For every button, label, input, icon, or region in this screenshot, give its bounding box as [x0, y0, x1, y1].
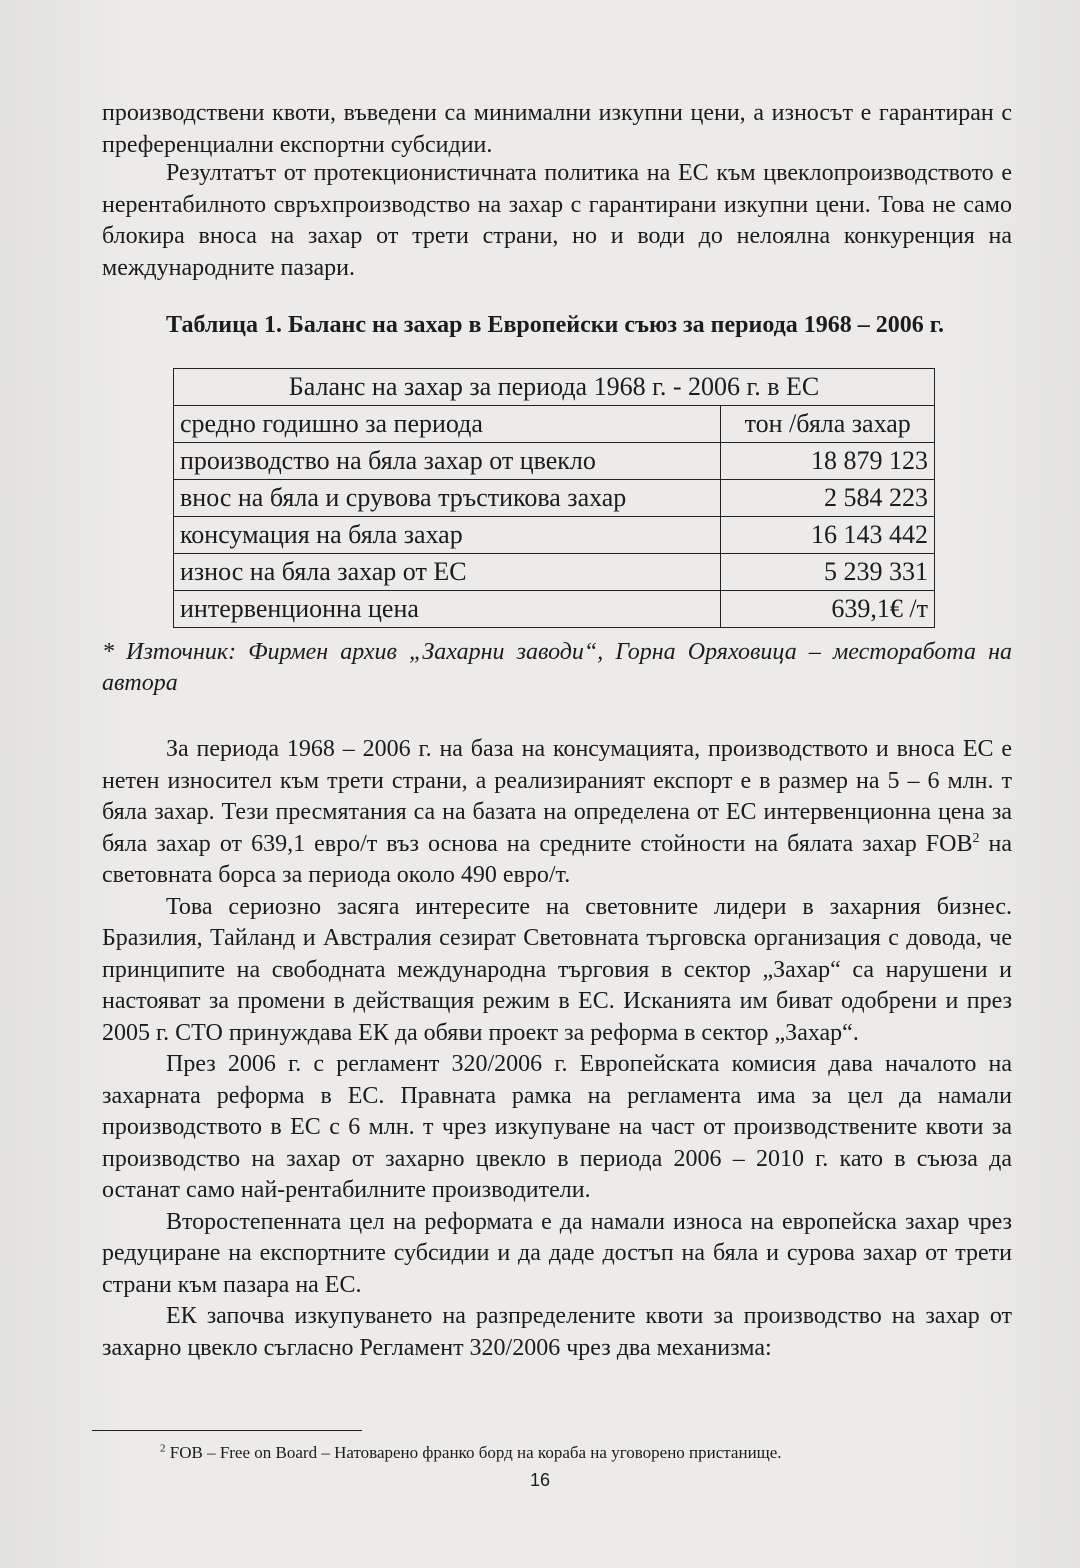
row-label: производство на бяла захар от цвекло	[174, 443, 721, 480]
column-label: средно годишно за периода	[174, 406, 721, 443]
paragraph-result	[102, 158, 1012, 284]
row-label: внос на бяла и срувова тръстикова захар	[174, 480, 721, 517]
table-header-row	[174, 369, 935, 406]
footnote	[160, 1443, 782, 1463]
table-header: Баланс на захар за периода 1968 г. - 2006 г. в ЕС	[174, 369, 935, 406]
paragraph-text: За периода 1968 – 2006 г. на база на консумацията, производството и вноса ЕС е нетен износител към трети страни, а реализираният експорт е в размер на 5 – 6 млн. т бяла захар. Тези пресмятания са на базата на определена от ЕС интервенционна цена за бяла захар от 639,1 евро/т въз основа на средните стойности на бялата захар FOB	[102, 736, 1012, 857]
row-value: 2 584 223	[721, 480, 935, 517]
paragraph-regulation: През 2006 г. с регламент 320/2006 г. Европейската комисия дава началото на захарната реформа в ЕС. Правната рамка на регламента има за цел да намали производството в ЕС с 6 млн. т чрез изкупуване на част от производствените квоти за производство на захар от захарно цвекло в периода 2006 – 2010 г. като в съюза да останат само най-рентабилните производители.	[102, 1051, 1012, 1203]
table-row	[174, 517, 935, 554]
footnote-text: FOB – Free on Board – Натоварено франко борд на кораба на уговорено пристанище.	[165, 1443, 782, 1462]
paragraph: Резултатът от протекционистичната политика на ЕС към цвеклопроизводството е нерентабилното свръхпроизводство на захар с гарантирани изкупни цени. Това не само блокира вноса на захар от трети страни, но и води до нелоялна конкуренция на международните пазари.	[102, 160, 1012, 281]
footnote-ref: 2	[972, 830, 980, 846]
paragraph-intro	[102, 98, 1012, 161]
table-row	[174, 443, 935, 480]
paragraph-text: на световната борса за периода около 490 евро/т.	[102, 830, 1012, 888]
row-label: износ на бяла захар от ЕС	[174, 554, 721, 591]
page-number: 16	[529, 1470, 551, 1490]
body-text	[102, 734, 1012, 1364]
table-caption: Таблица 1. Баланс на захар в Европейски съюз за периода 1968 – 2006 г.	[166, 312, 944, 338]
row-value: 16 143 442	[721, 517, 935, 554]
paragraph-secondary-goal: Второстепенната цел на реформата е да намали износа на европейска захар чрез редуциране на експортните субсидии и да даде достъп на бяла и сурова захар от трети страни към пазара на ЕС.	[102, 1208, 1012, 1298]
table-row	[174, 554, 935, 591]
row-value: 18 879 123	[721, 443, 935, 480]
paragraph: производствени квоти, въведени са минимални изкупни цени, а износът е гарантиран с преференциални експортни субсидии.	[102, 100, 1012, 158]
row-value: 639,1€ /т	[721, 591, 935, 628]
paragraph-mechanisms: ЕК започва изкупуването на разпределените квоти за производство на захар от захарно цвекло съгласно Регламент 320/2006 чрез два механизма:	[102, 1303, 1012, 1361]
table-column-row	[174, 406, 935, 443]
footnote-marker: 2	[160, 1442, 166, 1455]
sugar-balance-table	[173, 368, 935, 628]
paragraph-wto: Това сериозно засяга интересите на световните лидери в захарния бизнес. Бразилия, Тайланд и Австралия сезират Световната търговска организация с довода, че принципите на свободната международна търговия в сектор „Захар“ са нарушени и настояват за промени в действащия режим в ЕС. Исканията им биват одобрени и през 2005 г. СТО принуждава ЕК да обяви проект за реформа в сектор „Захар“.	[102, 893, 1012, 1046]
row-label: консумация на бяла захар	[174, 517, 721, 554]
row-label: интервенционна цена	[174, 591, 721, 628]
table-source: * Източник: Фирмен архив „Захарни заводи“, Горна Оряховица – месторабота на автора	[102, 639, 1012, 696]
table-row	[174, 591, 935, 628]
row-value: 5 239 331	[721, 554, 935, 591]
footnote-divider	[92, 1430, 362, 1431]
column-unit: тон /бяла захар	[721, 406, 935, 443]
paragraph-period	[102, 734, 1012, 892]
table-row	[174, 480, 935, 517]
